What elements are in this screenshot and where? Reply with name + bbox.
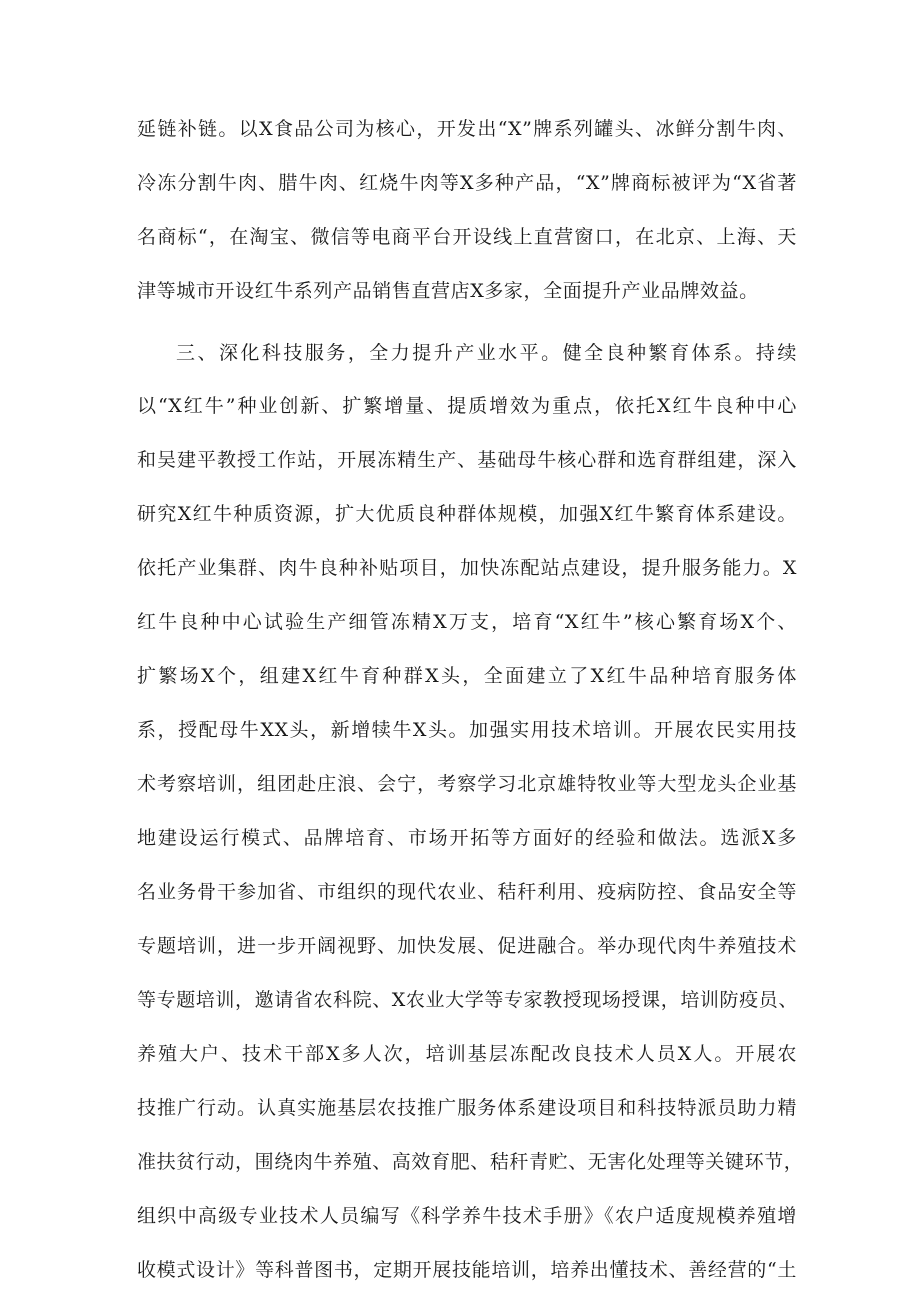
paragraph-2-line-3: 和吴建平教授工作站，开展冻精生产、基础母牛核心群和选育群组建，深入 [137,449,797,471]
paragraph-2-line-16: 准扶贫行动，围绕肉牛养殖、高效育肥、秸秆青贮、无害化处理等关键环节， [137,1151,804,1173]
paragraph-2-line-12: 专题培训，进一步开阔视野、加快发展、促进融合。举办现代肉牛养殖技术 [137,935,797,957]
paragraph-2-line-15: 技推广行动。认真实施基层农技推广服务体系建设项目和科技特派员助力精 [137,1097,797,1119]
paragraph-2-line-8: 系，授配母牛XX头，新增犊牛X头。加强实用技术培训。开展农民实用技 [137,719,797,741]
paragraph-2-line-18: 收模式设计》等科普图书，定期开展技能培训，培养出懂技术、善经营的“土 [137,1259,797,1281]
paragraph-2-line-10: 地建设运行模式、品牌培育、市场开拓等方面好的经验和做法。选派X多 [137,827,797,849]
paragraph-1-line-4: 津等城市开设红牛系列产品销售直营店X多家，全面提升产业品牌效益。 [137,280,759,302]
paragraph-2-line-17: 组织中高级专业技术人员编写《科学养牛技术手册》《农户适度规模养殖增 [137,1205,797,1227]
paragraph-2-line-7: 扩繁场X个，组建X红牛育种群X头，全面建立了X红牛品种培育服务体 [137,665,797,687]
paragraph-1-line-3: 名商标“，在淘宝、微信等电商平台开设线上直营窗口，在北京、上海、天 [137,226,797,248]
paragraph-1-line-1: 延链补链。以X食品公司为核心，开发出“X”牌系列罐头、冰鲜分割牛肉、 [137,118,797,140]
paragraph-2-line-11: 名业务骨干参加省、市组织的现代农业、秸秆利用、疫病防控、食品安全等 [137,881,797,903]
paragraph-2-line-13: 等专题培训，邀请省农科院、X农业大学等专家教授现场授课，培训防疫员、 [137,989,798,1011]
paragraph-2-line-2: 以“X红牛”种业创新、扩繁增量、提质增效为重点，依托X红牛良种中心 [137,395,797,417]
paragraph-2-line-6: 红牛良种中心试验生产细管冻精X万支，培育“X红牛”核心繁育场X个、 [137,611,797,633]
paragraph-2-line-4: 研究X红牛种质资源，扩大优质良种群体规模，加强X红牛繁育体系建设。 [137,503,797,525]
paragraph-2-line-5: 依托产业集群、肉牛良种补贴项目，加快冻配站点建设，提升服务能力。X [137,557,797,579]
paragraph-1-line-2: 冷冻分割牛肉、腊牛肉、红烧牛肉等X多种产品，“X”牌商标被评为“X省著 [137,172,797,194]
paragraph-2-line-1: 三、深化科技服务，全力提升产业水平。健全良种繁育体系。持续 [176,342,797,364]
paragraph-2-line-14: 养殖大户、技术干部X多人次，培训基层冻配改良技术人员X人。开展农 [137,1043,797,1065]
paragraph-2-line-9: 术考察培训，组团赴庄浪、会宁，考察学习北京雄特牧业等大型龙头企业基 [137,773,797,795]
